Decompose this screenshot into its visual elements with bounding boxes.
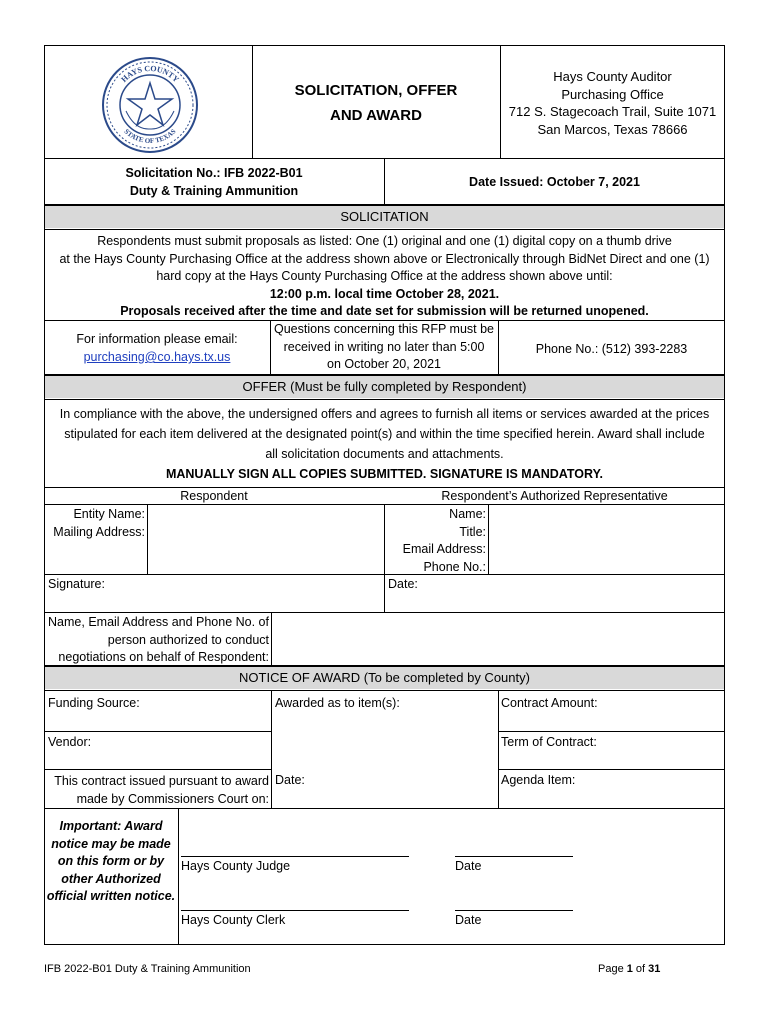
- page-current: 1: [626, 963, 633, 975]
- respondent-header: Respondent: [180, 489, 248, 503]
- negotiator-field[interactable]: [272, 613, 724, 664]
- info-email-link[interactable]: purchasing@co.hays.tx.us: [83, 350, 231, 364]
- judge-date-line[interactable]: [455, 856, 573, 857]
- signature-date-label: Date:: [388, 577, 418, 591]
- mailing-address-label: Mailing Address:: [53, 524, 145, 539]
- clerk-label: Hays County Clerk: [181, 913, 286, 927]
- page-prefix: Page: [598, 963, 627, 975]
- awarded-items-label: Awarded as to item(s):: [275, 696, 400, 710]
- important-note-line3: on this form or by: [57, 854, 165, 868]
- clerk-date-label: Date: [455, 913, 482, 927]
- date-issued: Date Issued: October 7, 2021: [469, 175, 640, 189]
- funding-source-label: Funding Source:: [48, 696, 140, 710]
- office-name: Hays County Auditor: [553, 69, 672, 84]
- submission-deadline: 12:00 p.m. local time October 28, 2021.: [269, 286, 500, 301]
- entity-name-field[interactable]: [148, 505, 383, 573]
- mandatory-signature-notice: MANUALLY SIGN ALL COPIES SUBMITTED. SIGNATURE IS MANDATORY.: [165, 467, 604, 481]
- term-label: Term of Contract:: [501, 735, 597, 749]
- late-submission-notice: Proposals received after the time and date set for submission will be returned unopened.: [120, 304, 649, 318]
- seal-top-text: HAYS COUNTY: [119, 63, 181, 85]
- office-dept: Purchasing Office: [561, 86, 664, 102]
- agenda-item-label: Agenda Item:: [501, 773, 576, 787]
- judge-signature-line[interactable]: [181, 856, 409, 857]
- solicitation-name: Duty & Training Ammunition: [129, 184, 299, 198]
- entity-name-label: Entity Name:: [73, 507, 145, 521]
- rep-info-field[interactable]: [489, 505, 724, 573]
- form-title-line1: SOLICITATION, OFFER: [294, 82, 458, 99]
- seal-bottom-text: STATE OF TEXAS: [122, 127, 178, 146]
- rep-name-label: Name:: [449, 507, 486, 521]
- questions-line2: received in writing no later than 5:00: [283, 339, 485, 354]
- important-note-line4: other Authorized: [61, 871, 161, 886]
- negotiator-label-line1: Name, Email Address and Phone No. of: [48, 615, 269, 629]
- signature-date-field[interactable]: [385, 575, 724, 611]
- solicitation-band: SOLICITATION: [45, 206, 724, 228]
- offer-text-line3: all solicitation documents and attachments.: [265, 447, 504, 461]
- solicitation-number: Solicitation No.: IFB 2022-B01: [125, 166, 303, 180]
- questions-line3: on October 20, 2021: [327, 357, 441, 371]
- solicitation-text-line2: at the Hays County Purchasing Office at the address shown above or Electronically through BidNet Direct and one (1): [59, 251, 710, 266]
- representative-header: Respondent’s Authorized Representative: [441, 489, 668, 503]
- award-band: NOTICE OF AWARD (To be completed by County): [45, 667, 724, 689]
- page-total: 31: [648, 963, 661, 975]
- offer-band: OFFER (Must be fully completed by Respondent): [45, 376, 724, 398]
- office-city: San Marcos, Texas 78666: [537, 121, 688, 137]
- negotiator-label-line3: negotiations on behalf of Respondent:: [58, 650, 269, 664]
- solicitation-text-line3: hard copy at the Hays County Purchasing Office at the address shown above until:: [156, 269, 613, 283]
- issued-pursuant-line1: This contract issued pursuant to award: [54, 774, 269, 788]
- questions-line1: Questions concerning this RFP must be: [273, 322, 494, 336]
- negotiator-label-line2: person authorized to conduct: [107, 632, 269, 647]
- important-note-line1: Important: Award: [59, 819, 163, 833]
- county-seal: [100, 55, 200, 155]
- svg-text:STATE OF TEXAS: [123, 127, 178, 145]
- page-number: [598, 962, 660, 976]
- award-date-label: Date:: [275, 773, 305, 787]
- judge-label: Hays County Judge: [181, 859, 291, 873]
- info-email-label: For information please email:: [76, 332, 238, 346]
- solicitation-text-line1: Respondents must submit proposals as listed: One (1) original and one (1) digital copy on a thumb drive: [97, 234, 672, 248]
- vendor-label: Vendor:: [48, 735, 92, 749]
- clerk-date-line[interactable]: [455, 910, 573, 911]
- purchasing-phone: Phone No.: (512) 393-2283: [535, 342, 688, 356]
- judge-date-label: Date: [455, 859, 482, 873]
- seal-icon: [100, 55, 200, 155]
- offer-text-line2: stipulated for each item delivered at the designated point(s) and within the time specified herein. Award shall include: [64, 427, 705, 441]
- signature-label: Signature:: [48, 577, 105, 591]
- office-street: 712 S. Stagecoach Trail, Suite 1071: [508, 104, 717, 119]
- issued-pursuant-line2: made by Commissioners Court on:: [76, 791, 269, 806]
- form-title-line2: AND AWARD: [330, 107, 422, 124]
- rep-phone-label: Phone No.:: [423, 559, 486, 574]
- rep-email-label: Email Address:: [402, 542, 486, 556]
- important-note-line2: notice may be made: [51, 836, 171, 851]
- rep-title-label: Title:: [459, 524, 486, 539]
- important-note-line5: official written notice.: [46, 889, 176, 903]
- footer-document-name: IFB 2022-B01 Duty & Training Ammunition: [44, 963, 251, 975]
- contract-amount-label: Contract Amount:: [501, 696, 598, 710]
- page-of: of: [632, 963, 649, 975]
- signature-field[interactable]: [45, 575, 383, 611]
- clerk-signature-line[interactable]: [181, 910, 409, 911]
- offer-text-line1: In compliance with the above, the undersigned offers and agrees to furnish all items or services awarded at the prices: [59, 407, 710, 421]
